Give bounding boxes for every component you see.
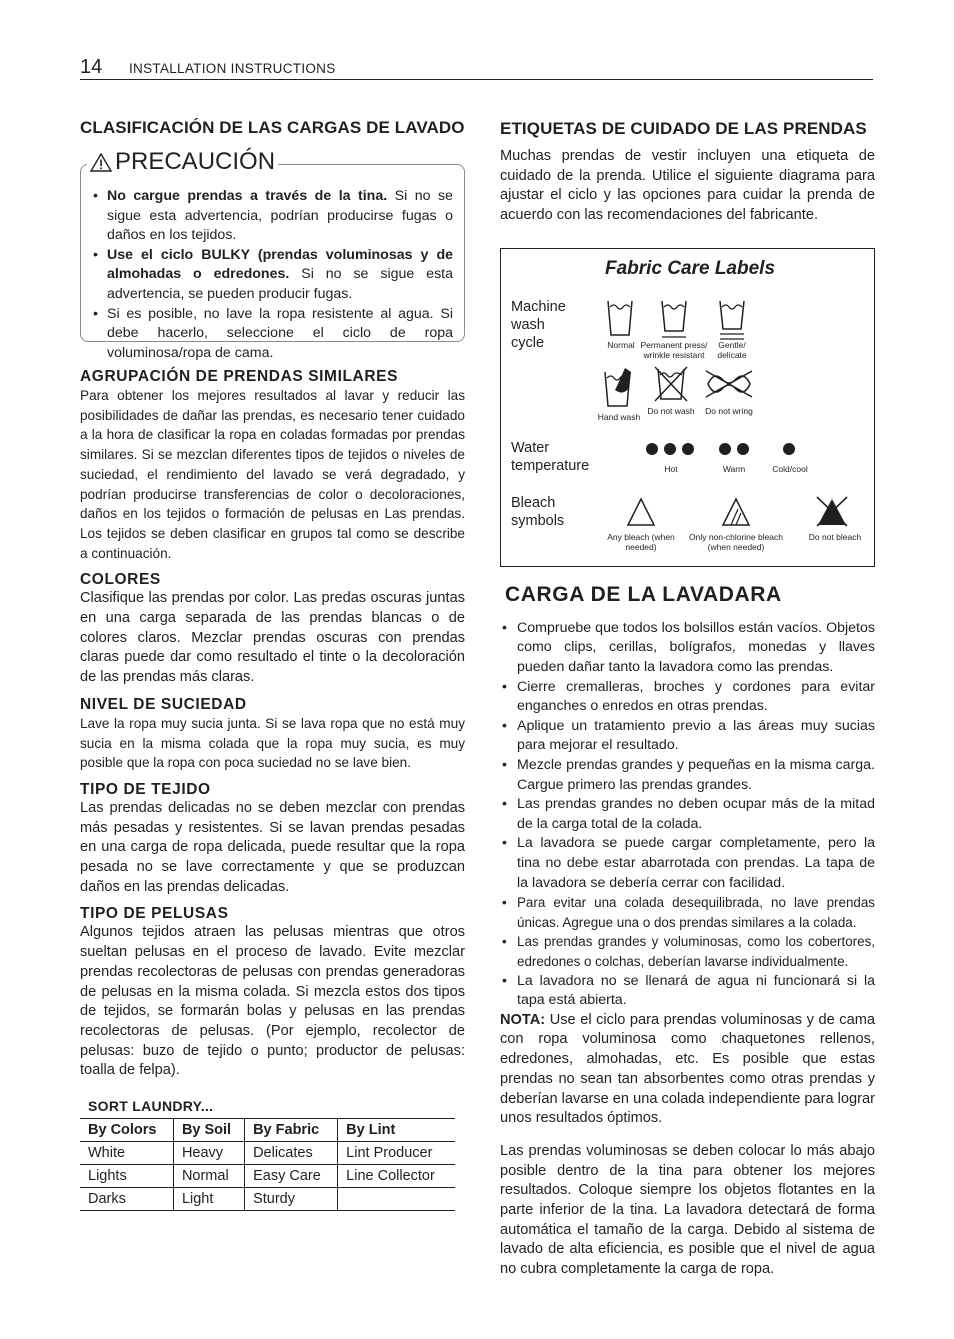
fabric-text: Las prendas delicadas no se deben mezclar con prendas más pesadas y resistentes. Si se lavan prendas pesadas en una carga de ropa delicada, puede resultar que la ropa pesada no se lave correctamente y que se produzcan daños en las prendas delicadas. — [80, 799, 465, 895]
list-item: • La lavadora no se llenará de agua ni funcionará si la tapa está abierta. — [500, 972, 875, 1011]
caution-list — [93, 187, 453, 363]
page-number: 14 — [80, 56, 103, 78]
header-rule — [80, 79, 873, 80]
table-cell: White — [80, 1142, 173, 1165]
colors-title: COLORES — [80, 571, 161, 589]
caution-title-text: PRECAUCIÓN — [115, 148, 276, 175]
do-not-wring-icon — [704, 369, 754, 399]
warning-icon — [90, 153, 112, 172]
fabric-title: TIPO DE TEJIDO — [80, 780, 211, 798]
sorting-section-title: CLASIFICACIÓN DE LAS CARGAS DE LAVADO — [80, 118, 465, 137]
hand-symbol-label: Do not wash — [647, 405, 695, 416]
table-cell: Light — [173, 1188, 244, 1211]
load-washer-title: CARGA DE LA LAVADARA — [505, 582, 782, 606]
right-column — [500, 119, 875, 1280]
normal-wash-icon — [606, 299, 634, 339]
table-header: By Lint — [338, 1119, 455, 1142]
lint-text: Algunos tejidos atraen las pelusas mientras que otros sueltan pelusas en el proceso de lavado. Evite mezclar prendas recolectoras de pelusas con prendas generadoras de pelusas en la misma colada. Si mezcla estos dos tipos de tejidos, se formarán bolas y pelusas en las prendas recolectoras de pelusas. (Por ejemplo, recolector de pelusas: buzo de tejido o punto; productor de pelusas: toalla de felpa). — [80, 924, 465, 1079]
table-cell: Normal — [173, 1165, 244, 1188]
hot-water-icon — [645, 442, 697, 456]
note-label: NOTA: — [500, 1011, 546, 1028]
hand-symbol-label: Do not wring — [705, 405, 753, 416]
table-cell: Darks — [80, 1188, 173, 1211]
list-item: • Las prendas grandes y voluminosas, como los cobertores, edredones o colchas, deberían lavarse individualmente. — [500, 932, 875, 971]
warm-water-icon — [718, 442, 750, 456]
left-column — [80, 118, 465, 1211]
table-cell: Sturdy — [245, 1188, 338, 1211]
fabric-care-chart — [500, 248, 875, 567]
temperature-label: Cold/cool — [772, 463, 808, 474]
sort-laundry-title: SORT LAUNDRY... — [88, 1098, 214, 1115]
list-item: • Las prendas grandes no deben ocupar más de la mitad de la carga total de la colada. — [500, 795, 875, 834]
list-item: • Cierre cremalleras, broches y cordones para evitar enganches o enredos en otras prendas. — [500, 678, 875, 717]
bleach-symbols-label: Bleach symbols — [511, 494, 565, 529]
machine-wash-label: Machine wash cycle — [511, 298, 566, 351]
list-item: • Mezcle prendas grandes y pequeñas en la misma carga. Cargue primero las prendas grandes. — [500, 756, 875, 795]
colors-text: Clasifique las prendas por color. Las predas oscuras juntas en una carga separada de las prendas blancas o de colores claros. Mezclar prendas oscuras con prendas claras puede dar como resultado el tinte o la decoloración de las prendas más claras. — [80, 590, 465, 686]
water-temperature-label: Water temperature — [511, 439, 590, 474]
list-item: • Compruebe que todos los bolsillos están vacíos. Objetos como clips, cerillas, bolígrafos, monedas y llaves pueden dañar tanto la lavadora como las prendas. — [500, 619, 875, 678]
table-header: By Soil — [173, 1119, 244, 1142]
soil-title: NIVEL DE SUCIEDAD — [80, 695, 247, 713]
list-item: • Aplique un tratamiento previo a las áreas muy sucias para mejorar el resultado. — [500, 717, 875, 756]
table-row — [80, 1165, 455, 1188]
list-item: • La lavadora se puede cargar completamente, pero la tina no debe estar abarrotada con prendas. La tapa de la lavadora se debería cerrar con facilidad. — [500, 834, 875, 893]
caution-item: • Si es posible, no lave la ropa resistente al agua. Si debe hacerlo, seleccione el ciclo de ropa voluminosa/ropa de cama. — [93, 305, 453, 364]
caution-item: • No cargue prendas a través de la tina. Si no se sigue esta advertencia, podrían producirse fugas o daños en los tejidos. — [93, 187, 453, 246]
hand-symbol-label: Hand wash — [597, 411, 641, 422]
grouping-text: Para obtener los mejores resultados al lavar y reducir las posibilidades de dañar las prendas, es necesario tener cuidado a la hora de clasificar la ropa en coladas formadas por prendas similares. Si se mezclan diferentes tipos de tejidos o niveles de suciedad, el rendimiento del lavado se verá degradado, y podrían producirse transferencias de color o decoloraciones, daños en los tejidos o formación de pelusas en Las prendas. Los tejidos se deben clasificar en grupos tal como se describe a continuación. — [80, 388, 465, 561]
caution-title — [87, 148, 278, 176]
temperature-label: Hot — [664, 463, 678, 474]
caution-box — [80, 148, 465, 361]
soil-text: Lave la ropa muy sucia junta. Si se lava ropa que no está muy sucia en la misma colada que la ropa muy sucia, es muy posible que la ropa con poca suciedad no se lave bien. — [80, 715, 465, 771]
care-labels-text: Muchas prendas de vestir incluyen una etiqueta de cuidado de la prenda. Utilice el siguiente diagrama para ajustar el ciclo y las opciones para cuidar la prenda de acuerdo con las recomendaciones del fabricante. — [500, 148, 875, 224]
hand-wash-icon — [603, 366, 633, 410]
note-paragraph — [500, 1011, 875, 1129]
bleach-symbol-label: Do not bleach — [808, 531, 862, 542]
non-chlorine-bleach-icon — [721, 497, 751, 527]
table-cell: Delicates — [245, 1142, 338, 1165]
table-cell: Line Collector — [338, 1165, 455, 1188]
load-washer-list — [500, 619, 875, 1011]
do-not-wash-icon — [654, 366, 688, 402]
bleach-symbol-label: Only non-chlorine bleach (when needed) — [688, 531, 784, 552]
table-header-row — [80, 1119, 455, 1142]
table-row — [80, 1188, 455, 1211]
do-not-bleach-icon — [815, 495, 849, 527]
table-cell: Lint Producer — [338, 1142, 455, 1165]
care-labels-title: ETIQUETAS DE CUIDADO DE LAS PRENDAS — [500, 119, 867, 138]
note-text: Use el ciclo para prendas voluminosas y de cama con ropa voluminosa como chaquetones rellenos, edredones, almohadas, etc. Es posible que estas prendas no sean tan absorbentes como otras prendas y deberían lavarse en una colada independiente para lograr unos resultados óptimos. — [500, 1011, 875, 1127]
gentle-wash-icon — [718, 299, 746, 343]
grouping-title: AGRUPACIÓN DE PRENDAS SIMILARES — [80, 368, 399, 385]
table-cell: Lights — [80, 1165, 173, 1188]
table-header: By Fabric — [245, 1119, 338, 1142]
cold-water-icon — [782, 442, 796, 456]
permanent-press-icon — [660, 299, 688, 341]
fabric-care-title: Fabric Care Labels — [605, 257, 776, 279]
table-header: By Colors — [80, 1119, 173, 1142]
table-row — [80, 1142, 455, 1165]
temperature-label: Warm — [722, 463, 746, 474]
any-bleach-icon — [626, 497, 656, 527]
table-cell — [338, 1188, 455, 1211]
final-paragraph: Las prendas voluminosas se deben colocar lo más abajo posible dentro de la tina para obtener los mejores resultados. Coloque siempre los objetos flotantes en la parte inferior de la tina. La lavadora detectará de forma automática el tamaño de la carga. Debido al sistema de lavado de alta eficiencia, es posible que el nivel de agua no cubra completamente la carga de ropa. — [500, 1142, 875, 1278]
bleach-symbol-label: Any bleach (when needed) — [607, 531, 675, 552]
caution-item: • Use el ciclo BULKY (prendas voluminosas y de almohadas o edredones. Si no se sigue esta advertencia, se pueden producir fugas. — [93, 246, 453, 305]
header-title: INSTALLATION INSTRUCTIONS — [129, 61, 336, 76]
wash-symbol-label: Permanent press/ wrinkle resistant — [640, 339, 708, 360]
table-cell: Heavy — [173, 1142, 244, 1165]
table-cell: Easy Care — [245, 1165, 338, 1188]
wash-symbol-label: Normal — [607, 339, 635, 350]
lint-title: TIPO DE PELUSAS — [80, 905, 229, 923]
sort-laundry-table — [80, 1118, 455, 1211]
wash-symbol-label: Gentle/ delicate — [717, 339, 747, 360]
list-item: • Para evitar una colada desequilibrada, no lave prendas únicas. Agregue una o dos prendas similares a la colada. — [500, 893, 875, 932]
